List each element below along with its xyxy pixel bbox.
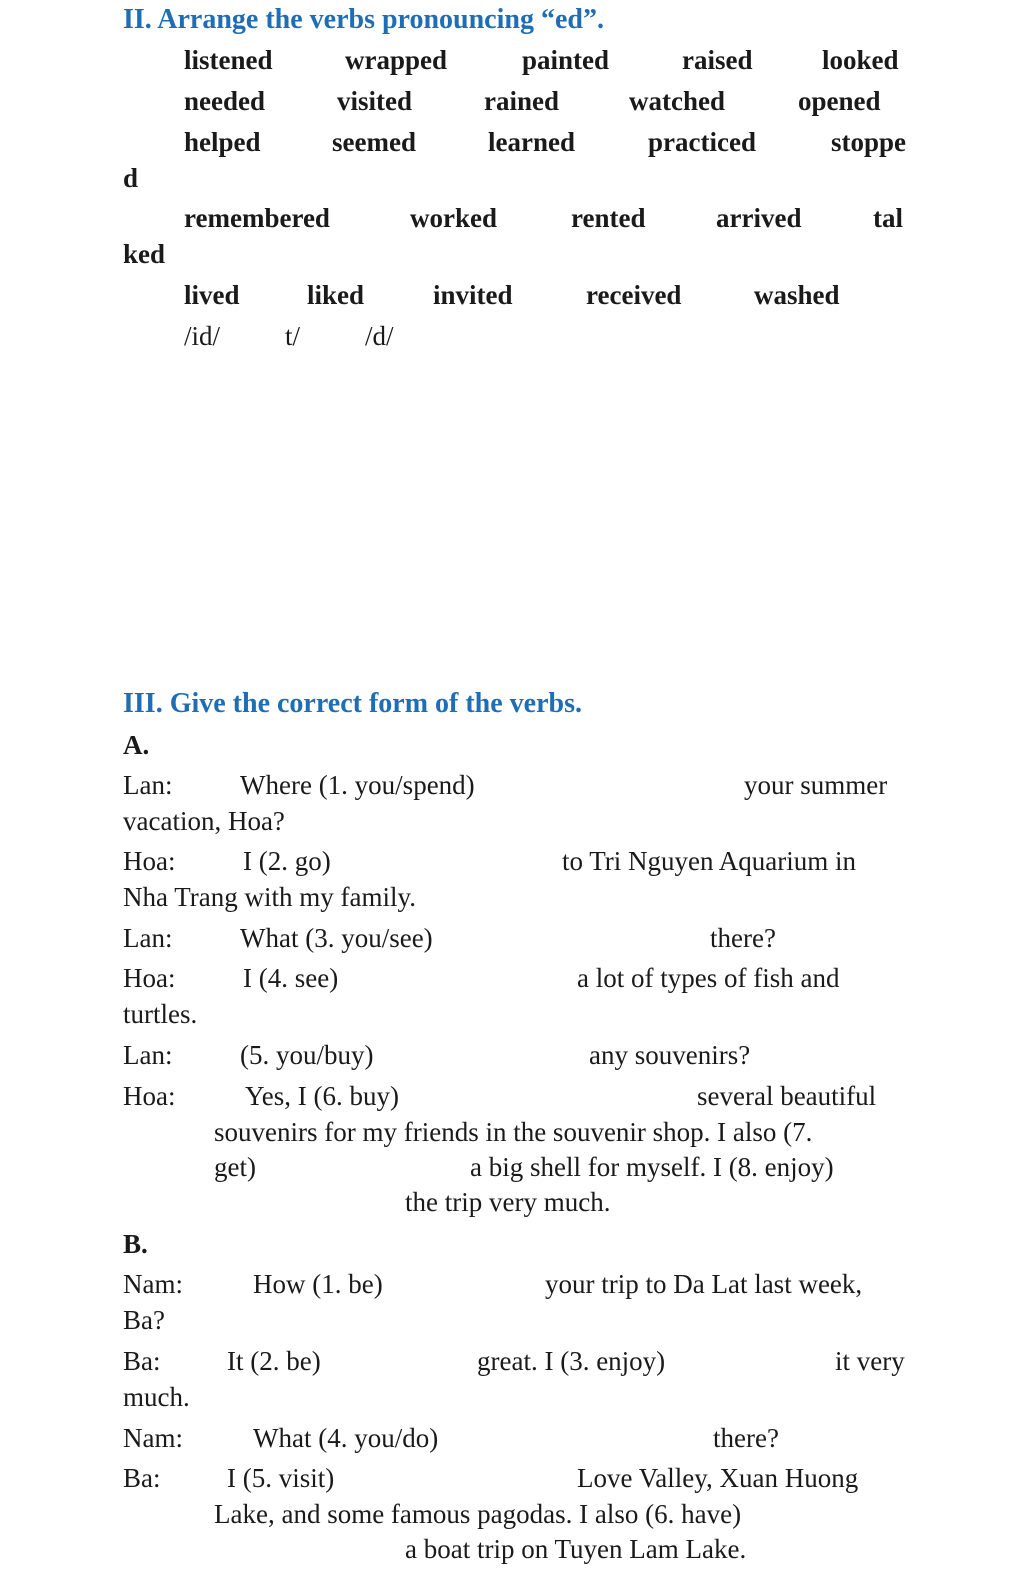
line-text: several beautiful <box>697 1081 877 1111</box>
verb-word-wrap: d <box>123 163 139 193</box>
prompt: I (4. see) <box>243 963 339 993</box>
verb-word: worked <box>410 203 497 233</box>
prompt: Yes, I (6. buy) <box>245 1081 400 1111</box>
line-text: the trip very much. <box>405 1187 611 1217</box>
line-text: any souvenirs? <box>589 1040 751 1070</box>
speaker: Lan: <box>123 770 173 800</box>
line-text: a big shell for myself. I (8. enjoy) <box>470 1152 834 1182</box>
verb-word: painted <box>522 45 610 75</box>
verb-word: rented <box>571 203 646 233</box>
sound-header-id: /id/ <box>184 321 221 351</box>
verb-word: raised <box>682 45 753 75</box>
speaker: Ba: <box>123 1463 161 1493</box>
line-text: a lot of types of fish and <box>577 963 840 993</box>
prompt: What (4. you/do) <box>253 1423 439 1453</box>
verb-word: opened <box>798 86 881 116</box>
prompt: get) <box>214 1152 256 1182</box>
prompt: I (5. visit) <box>227 1463 335 1493</box>
verb-word: stoppe <box>831 127 907 157</box>
verb-word: tal <box>873 203 903 233</box>
prompt: How (1. be) <box>253 1269 383 1299</box>
sound-header-t: t/ <box>285 321 301 351</box>
verb-word: wrapped <box>345 45 448 75</box>
line-text: great. I (3. enjoy) <box>477 1346 666 1376</box>
verb-word: washed <box>754 280 840 310</box>
verb-word: lived <box>184 280 240 310</box>
verb-word: visited <box>337 86 413 116</box>
line-text: there? <box>710 923 776 953</box>
line-text: it very <box>835 1346 905 1376</box>
verb-word: seemed <box>332 127 416 157</box>
verb-word: received <box>586 280 682 310</box>
line-text: Love Valley, Xuan Huong <box>577 1463 859 1493</box>
verb-word: practiced <box>648 127 756 157</box>
speaker: Hoa: <box>123 1081 176 1111</box>
prompt: It (2. be) <box>227 1346 321 1376</box>
speaker: Nam: <box>123 1269 183 1299</box>
prompt: (5. you/buy) <box>240 1040 374 1070</box>
line-text: souvenirs for my friends in the souvenir shop. I also (7. <box>214 1117 813 1147</box>
part-a-label: A. <box>123 730 150 760</box>
verb-word-wrap: ked <box>123 239 166 269</box>
part-b-label: B. <box>123 1229 148 1259</box>
line-text: Nha Trang with my family. <box>123 882 416 912</box>
speaker: Hoa: <box>123 846 176 876</box>
line-text: there? <box>713 1423 779 1453</box>
verb-word: helped <box>184 127 261 157</box>
verb-word: watched <box>629 86 725 116</box>
verb-word: remembered <box>184 203 330 233</box>
speaker: Ba: <box>123 1346 161 1376</box>
verb-word: needed <box>184 86 265 116</box>
line-text: vacation, Hoa? <box>123 806 285 836</box>
section-2-title: II. Arrange the verbs pronouncing “ed”. <box>123 4 604 35</box>
speaker: Hoa: <box>123 963 176 993</box>
line-text: Lake, and some famous pagodas. I also (6. have) <box>214 1499 742 1529</box>
prompt: I (2. go) <box>243 846 331 876</box>
prompt: Where (1. you/spend) <box>240 770 475 800</box>
prompt: What (3. you/see) <box>240 923 433 953</box>
line-text: much. <box>123 1382 190 1412</box>
verb-word: invited <box>433 280 513 310</box>
verb-word: learned <box>488 127 575 157</box>
verb-word: rained <box>484 86 560 116</box>
line-text: your summer <box>744 770 888 800</box>
speaker: Lan: <box>123 923 173 953</box>
section-3-title: III. Give the correct form of the verbs. <box>123 688 583 719</box>
verb-word: liked <box>307 280 365 310</box>
sound-header-d: /d/ <box>365 321 394 351</box>
verb-word: arrived <box>716 203 802 233</box>
line-text: a boat trip on Tuyen Lam Lake. <box>405 1534 747 1564</box>
verb-word: listened <box>184 45 273 75</box>
speaker: Lan: <box>123 1040 173 1070</box>
line-text: to Tri Nguyen Aquarium in <box>562 846 857 876</box>
speaker: Nam: <box>123 1423 183 1453</box>
line-text: your trip to Da Lat last week, <box>545 1269 863 1299</box>
line-text: turtles. <box>123 999 198 1029</box>
line-text: Ba? <box>123 1305 165 1335</box>
verb-word: looked <box>822 45 899 75</box>
